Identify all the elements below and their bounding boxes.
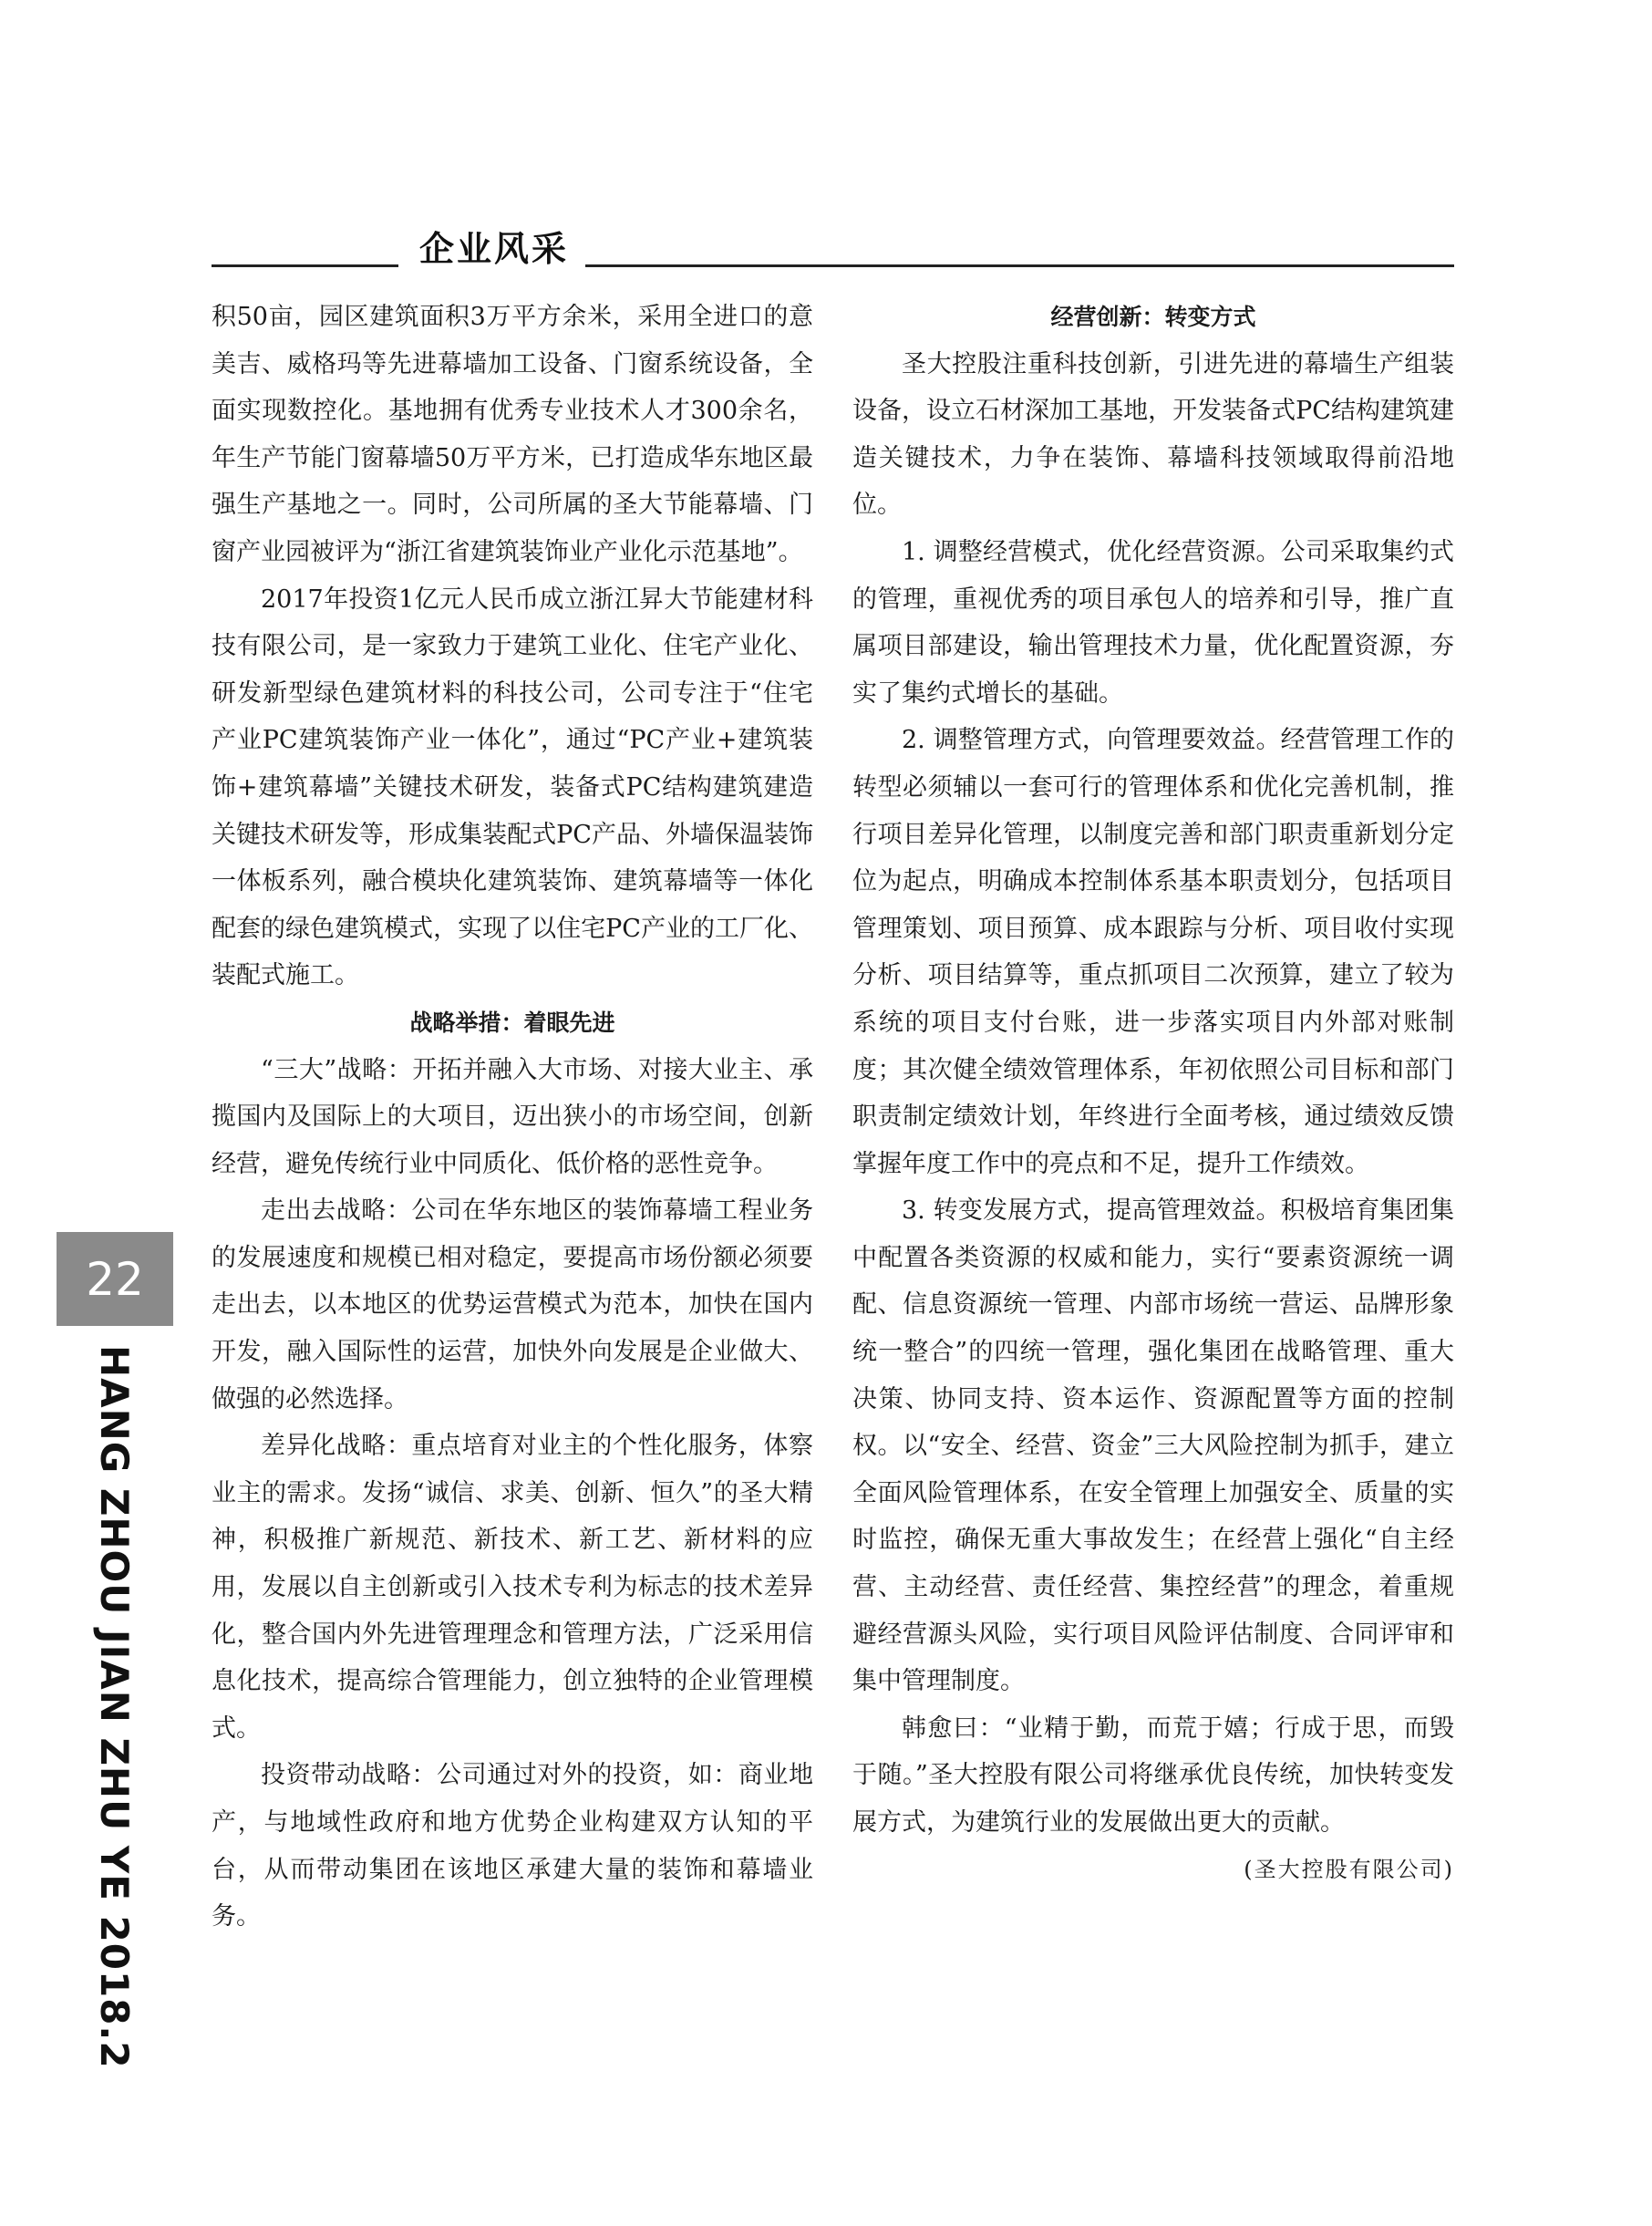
section-heading: 战略举措：着眼先进 <box>409 1009 615 1036</box>
section-header <box>212 226 1454 272</box>
paragraph: 积50亩，园区建筑面积3万平方余米，采用全进口的意美吉、威格玛等先进幕墙加工设备、门窗系统设备，全面实现数控化。基地拥有优秀专业技术人才300余名，年生产节能门窗幕墙50万平方米，已打造成华东地区最强生产基地之一。同时，公司所属的圣大节能幕墙、门窗产业园被评为“浙江省建筑装饰业产业化示范基地”。 <box>212 303 813 566</box>
right-column <box>852 294 1454 1893</box>
paragraph: “三大”战略：开拓并融入大市场、对接大业主、承揽国内及国际上的大项目，迈出狭小的市场空间，创新经营，避免传统行业中同质化、低价格的恶性竞争。 <box>212 1055 813 1178</box>
page-number-box <box>57 1232 173 1326</box>
paragraph: 韩愈曰：“业精于勤，而荒于嬉；行成于思，而毁于随。”圣大控股有限公司将继承优良传统，加快转变发展方式，为建筑行业的发展做出更大的贡献。 <box>852 1714 1454 1837</box>
section-title: 企业风采 <box>419 229 570 269</box>
paragraph: 1. 调整经营模式，优化经营资源。公司采取集约式的管理，重视优秀的项目承包人的培养和引导，推广直属项目部建设，输出管理技术力量，优化配置资源，夯实了集约式增长的基础。 <box>852 537 1454 708</box>
paragraph: 3. 转变发展方式，提高管理效益。积极培育集团集中配置各类资源的权威和能力，实行“要素资源统一调配、信息资源统一管理、内部市场统一营运、品牌形象统一整合”的四统一管理，强化集团在战略管理、重大决策、协同支持、资本运作、资源配置等方面的控制权。以“安全、经营、资金”三大风险控制为抓手，建立全面风险管理体系，在安全管理上加强安全、质量的实时监控，确保无重大事故发生；在经营上强化“自主经营、主动经营、责任经营、集控经营”的理念，着重规避经营源头风险，实行项目风险评估制度、合同评审和集中管理制度。 <box>852 1196 1454 1696</box>
page-number: 22 <box>86 1252 144 1306</box>
header-rule-right <box>585 264 1454 267</box>
paragraph: 走出去战略：公司在华东地区的装饰幕墙工程业务的发展速度和规模已相对稳定，要提高市场份额必须要走出去，以本地区的优势运营模式为范本，加快在国内开发，融入国际性的运营，加快外向发展是企业做大、做强的必然选择。 <box>212 1196 813 1413</box>
section-heading: 经营创新：转变方式 <box>1050 304 1256 330</box>
paragraph: 2. 调整管理方式，向管理要效益。经营管理工作的转型必须辅以一套可行的管理体系和优化完善机制，推行项目差异化管理，以制度完善和部门职责重新划分定位为起点，明确成本控制体系基本职责划分，包括项目管理策划、项目预算、成本跟踪与分析、项目收付实现分析、项目结算等，重点抓项目二次预算，建立了较为系统的项目支付台账，进一步落实项目内外部对账制度；其次健全绩效管理体系，年初依照公司目标和部门职责制定绩效计划，年终进行全面考核，通过绩效反馈掌握年度工作中的亮点和不足，提升工作绩效。 <box>852 726 1454 1178</box>
paragraph: 2017年投资1亿元人民币成立浙江昇大节能建材科技有限公司，是一家致力于建筑工业化、住宅产业化、研发新型绿色建筑材料的科技公司，公司专注于“住宅产业PC建筑装饰产业一体化”，通过“PC产业+建筑装饰+建筑幕墙”关键技术研发，装备式PC结构建筑建造关键技术研发等，形成集装配式PC产品、外墙保温装饰一体板系列，融合模块化建筑装饰、建筑幕墙等一体化配套的绿色建筑模式，实现了以住宅PC产业的工厂化、装配式施工。 <box>212 585 813 990</box>
paragraph: 投资带动战略：公司通过对外的投资，如：商业地产，与地域性政府和地方优势企业构建双方认知的平台，从而带动集团在该地区承建大量的装饰和幕墙业务。 <box>212 1761 813 1931</box>
header-rule-left <box>212 264 398 267</box>
journal-label: HANG ZHOU JIAN ZHU YE 2018.2 <box>92 1345 137 2069</box>
left-column <box>212 294 813 1941</box>
paragraph: 差异化战略：重点培育对业主的个性化服务，体察业主的需求。发扬“诚信、求美、创新、恒久”的圣大精神，积极推广新规范、新技术、新工艺、新材料的应用，发展以自主创新或引入技术专利为标志的技术差异化，整合国内外先进管理理念和管理方法，广泛采用信息化技术，提高综合管理能力，创立独特的企业管理模式。 <box>212 1432 813 1743</box>
paragraph: 圣大控股注重科技创新，引进先进的幕墙生产组装设备，设立石材深加工基地，开发装备式PC结构建筑建造关键技术，力争在装饰、幕墙科技领域取得前沿地位。 <box>852 349 1454 520</box>
article-source: (圣大控股有限公司) <box>1244 1856 1454 1882</box>
